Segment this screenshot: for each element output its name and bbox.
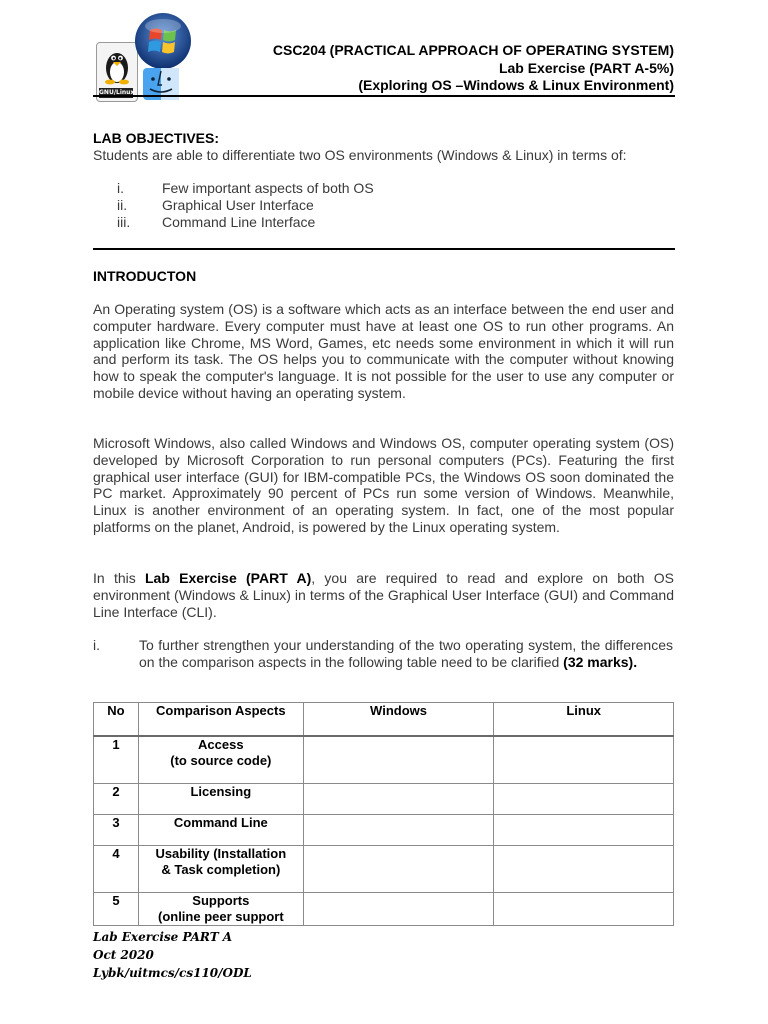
table-row bbox=[94, 783, 674, 814]
page-footer bbox=[93, 928, 252, 982]
cell-no: 3 bbox=[94, 814, 139, 845]
table-row bbox=[94, 736, 674, 783]
os-logos bbox=[96, 12, 192, 102]
section-divider bbox=[93, 248, 675, 250]
course-title: CSC204 (PRACTICAL APPROACH OF OPERATING SYSTEM) bbox=[272, 42, 674, 58]
cell-aspect: Access (to source code) bbox=[138, 736, 303, 783]
cell-windows[interactable] bbox=[303, 736, 494, 783]
header-windows: Windows bbox=[303, 703, 494, 737]
intro-paragraph-1: An Operating system (OS) is a software which acts as an interface between the end user and computer hardware. Every computer must have at least one OS to run other programs. An application like Chrome, MS Word, Games, etc needs some environment in which it will run and perform its task. The OS helps you to communicate with the computer without knowing how to speak the computer's language. It is not possible for the user to use any computer or mobile device without having an operating system. bbox=[93, 301, 674, 401]
cell-linux[interactable] bbox=[494, 783, 674, 814]
p3-post: , you are required to read and explore on both OS environment (Windows & Linux) in terms of the Graphical User Interface (GUI) and Command Line Interface (CLI). bbox=[93, 570, 674, 620]
footer-exercise: Lab Exercise PART A bbox=[93, 930, 233, 944]
cell-no: 5 bbox=[94, 892, 139, 925]
gnu-linux-label: GNU/Linux bbox=[99, 89, 135, 96]
document-header bbox=[273, 42, 674, 95]
cell-windows[interactable] bbox=[303, 783, 494, 814]
exercise-title: Lab Exercise (PART A-5%) bbox=[498, 59, 674, 76]
cell-windows[interactable] bbox=[303, 892, 494, 925]
p3-bold: Lab Exercise (PART A) bbox=[145, 570, 312, 586]
cell-windows[interactable] bbox=[303, 814, 494, 845]
question-text bbox=[139, 637, 673, 671]
cell-linux[interactable] bbox=[494, 814, 674, 845]
windows-logo bbox=[134, 12, 192, 70]
introduction-heading: INTRODUCTON bbox=[93, 268, 197, 284]
question-body: To further strengthen your understanding of the two operating system, the differences on the comparison aspects in the following table need to be clarified bbox=[139, 637, 673, 670]
cell-linux[interactable] bbox=[494, 845, 674, 892]
cell-aspect: Supports (online peer support bbox=[138, 892, 303, 925]
list-text: Command Line Interface bbox=[162, 214, 316, 230]
exercise-subtitle: (Exploring OS –Windows & Linux Environment) bbox=[358, 77, 674, 93]
cell-linux[interactable] bbox=[494, 736, 674, 783]
intro-paragraph-2: Microsoft Windows, also called Windows and Windows OS, computer operating system (OS) developed by Microsoft Corporation to run personal computers (PCs). Featuring the first graphical user interface (GUI) for IBM-compatible PCs, the Windows OS soon dominated the PC market. Approximately 90 percent of PCs run some version of Windows. Meanwhile, Linux is another environment of an operating system. In fact, one of the most popular platforms on the planet, Android, is powered by the Linux operating system. bbox=[93, 435, 674, 535]
cell-no: 4 bbox=[94, 845, 139, 892]
table-row bbox=[94, 814, 674, 845]
cell-windows[interactable] bbox=[303, 845, 494, 892]
question-marks: (32 marks). bbox=[563, 653, 638, 670]
table-row bbox=[94, 892, 674, 925]
cell-no: 2 bbox=[94, 783, 139, 814]
footer-date: Oct 2020 bbox=[93, 948, 154, 962]
list-text: Few important aspects of both OS bbox=[162, 180, 374, 196]
list-number: i. bbox=[117, 180, 124, 196]
table-row bbox=[94, 845, 674, 892]
cell-no: 1 bbox=[94, 736, 139, 783]
question-number: i. bbox=[93, 637, 100, 653]
objectives-heading: LAB OBJECTIVES: bbox=[93, 130, 220, 146]
cell-aspect: Licensing bbox=[138, 783, 303, 814]
cell-linux[interactable] bbox=[494, 892, 674, 925]
header-aspects: Comparison Aspects bbox=[138, 703, 303, 737]
list-number: iii. bbox=[117, 214, 131, 230]
cell-aspect: Usability (Installation & Task completion) bbox=[138, 845, 303, 892]
list-number: ii. bbox=[117, 197, 128, 213]
footer-code: Lybk/uitmcs/cs110/ODL bbox=[93, 966, 252, 980]
header-no: No bbox=[94, 703, 139, 737]
header-linux: Linux bbox=[494, 703, 674, 737]
cell-aspect: Command Line bbox=[138, 814, 303, 845]
intro-paragraph-3 bbox=[93, 570, 674, 620]
objectives-intro: Students are able to differentiate two OS environments (Windows & Linux) in terms of: bbox=[93, 147, 627, 163]
p3-pre: In this bbox=[93, 570, 145, 586]
comparison-table bbox=[93, 702, 674, 926]
list-text: Graphical User Interface bbox=[162, 197, 314, 213]
header-divider bbox=[93, 95, 675, 97]
table-header-row bbox=[94, 703, 674, 737]
linux-tux-logo bbox=[96, 42, 138, 102]
